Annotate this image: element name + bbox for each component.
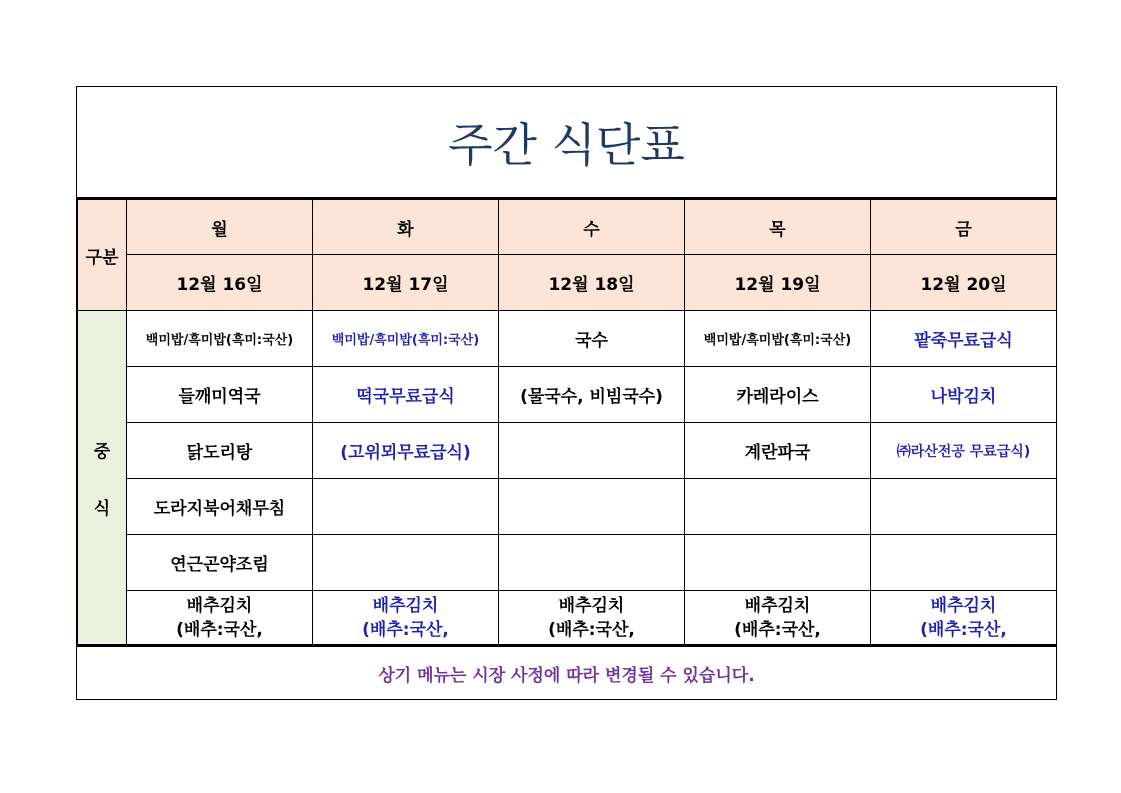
day-header-tue: 화 xyxy=(313,200,499,255)
date-header-fri: 12월 20일 xyxy=(871,255,1057,311)
kimchi-line-1: 배추김치 xyxy=(558,596,625,616)
day-header-fri: 금 xyxy=(871,200,1057,255)
menu-cell: 계란파국 xyxy=(685,423,871,479)
kimchi-line-2: (배추:국산, xyxy=(920,620,1007,640)
menu-cell: 카레라이스 xyxy=(685,367,871,423)
lunch-side-label xyxy=(78,311,127,645)
menu-cell xyxy=(313,479,499,535)
menu-cell: ㈜라산전공 무료급식) xyxy=(871,423,1057,479)
menu-cell xyxy=(499,423,685,479)
kimchi-cell-tue xyxy=(313,591,499,645)
footer-notice: 상기 메뉴는 시장 사정에 따라 변경될 수 있습니다. xyxy=(77,645,1056,699)
day-header-mon: 월 xyxy=(127,200,313,255)
menu-cell: 떡국무료급식 xyxy=(313,367,499,423)
menu-cell xyxy=(499,479,685,535)
kimchi-cell-mon xyxy=(127,591,313,645)
menu-cell xyxy=(499,535,685,591)
lunch-label-char-1: 중 xyxy=(93,441,111,462)
menu-cell: 국수 xyxy=(499,311,685,367)
date-header-tue: 12월 17일 xyxy=(313,255,499,311)
date-header-wed: 12월 18일 xyxy=(499,255,685,311)
menu-cell: 나박김치 xyxy=(871,367,1057,423)
kimchi-line-2: (배추:국산, xyxy=(548,620,635,640)
page-title: 주간 식단표 xyxy=(77,87,1056,199)
date-header-mon: 12월 16일 xyxy=(127,255,313,311)
kimchi-cell-wed xyxy=(499,591,685,645)
menu-cell xyxy=(685,479,871,535)
menu-sheet xyxy=(76,86,1057,700)
kimchi-cell-fri xyxy=(871,591,1057,645)
menu-cell: 도라지북어채무침 xyxy=(127,479,313,535)
kimchi-line-1: 배추김치 xyxy=(744,596,811,616)
menu-cell xyxy=(871,535,1057,591)
category-header: 구분 xyxy=(78,200,127,311)
kimchi-line-2: (배추:국산, xyxy=(734,620,821,640)
kimchi-line-1: 배추김치 xyxy=(186,596,253,616)
lunch-label-char-2: 식 xyxy=(93,498,111,519)
kimchi-line-2: (배추:국산, xyxy=(362,620,449,640)
day-header-thu: 목 xyxy=(685,200,871,255)
menu-table xyxy=(77,199,1057,645)
kimchi-line-1: 배추김치 xyxy=(930,596,997,616)
menu-cell: 들깨미역국 xyxy=(127,367,313,423)
date-header-thu: 12월 19일 xyxy=(685,255,871,311)
kimchi-cell-thu xyxy=(685,591,871,645)
kimchi-line-2: (배추:국산, xyxy=(176,620,263,640)
menu-cell: 팥죽무료급식 xyxy=(871,311,1057,367)
menu-cell: 백미밥/흑미밥(흑미:국산) xyxy=(127,311,313,367)
menu-cell: 연근곤약조림 xyxy=(127,535,313,591)
kimchi-line-1: 배추김치 xyxy=(372,596,439,616)
day-header-wed: 수 xyxy=(499,200,685,255)
menu-cell: 백미밥/흑미밥(흑미:국산) xyxy=(685,311,871,367)
menu-cell: (고위뫼무료급식) xyxy=(313,423,499,479)
menu-cell: 백미밥/흑미밥(흑미:국산) xyxy=(313,311,499,367)
menu-cell xyxy=(685,535,871,591)
menu-cell: 닭도리탕 xyxy=(127,423,313,479)
menu-cell: (물국수, 비빔국수) xyxy=(499,367,685,423)
menu-cell xyxy=(871,479,1057,535)
menu-cell xyxy=(313,535,499,591)
